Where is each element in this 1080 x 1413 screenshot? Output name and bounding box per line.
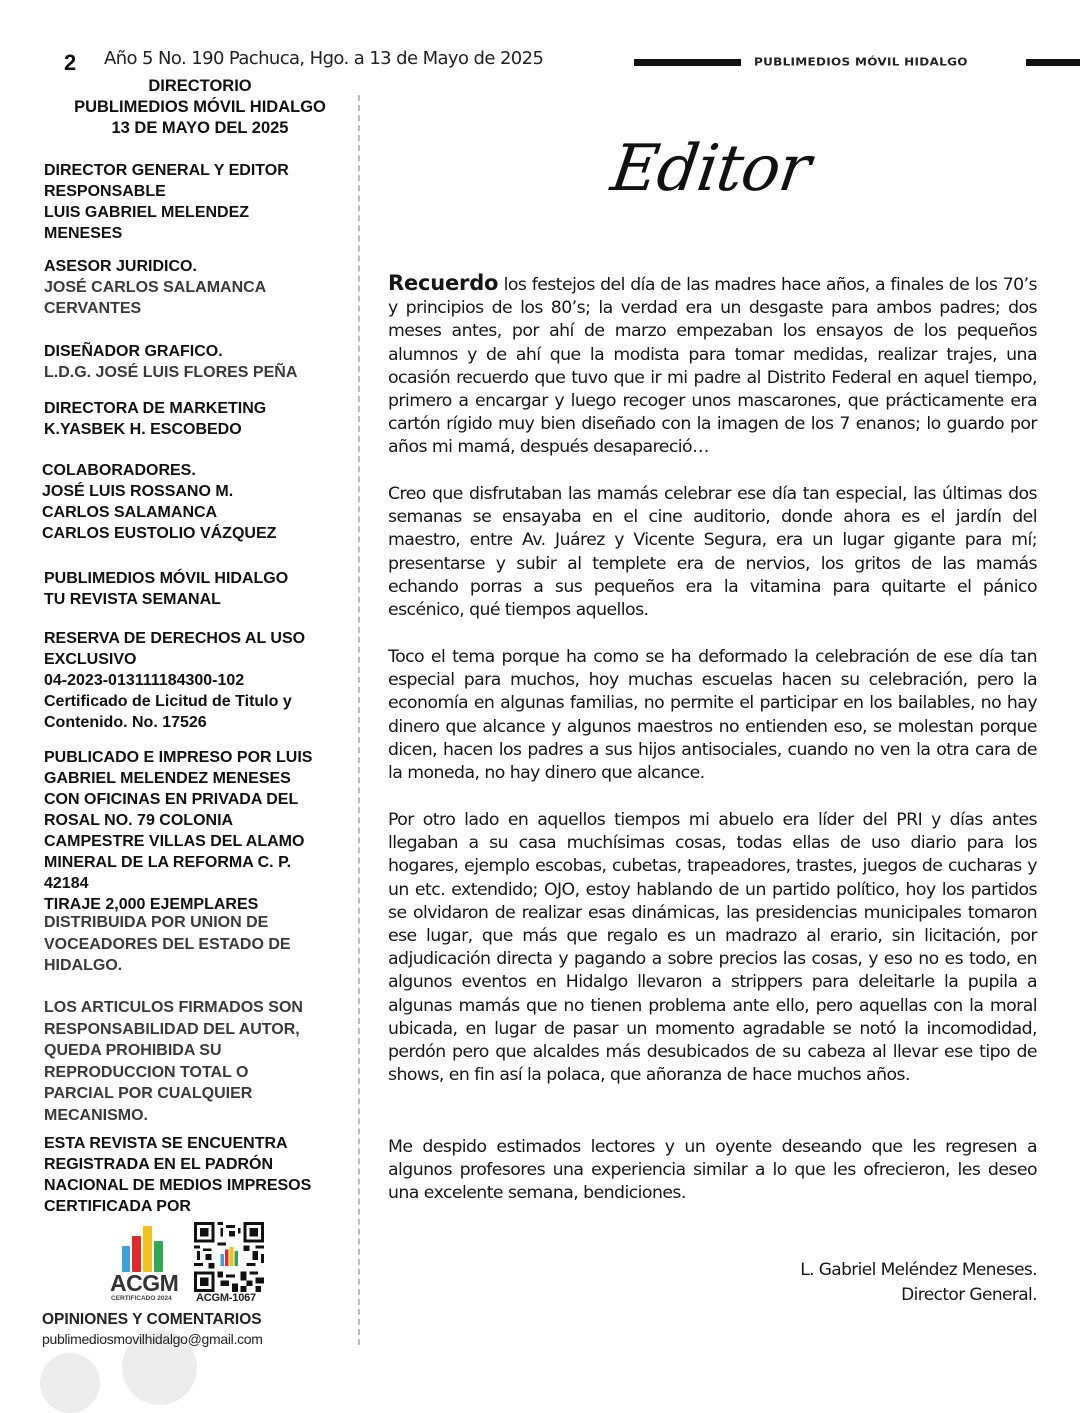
directory-tagline xyxy=(44,568,349,610)
publisher-line: MINERAL DE LA REFORMA C. P. xyxy=(44,854,292,871)
registry-line: REGISTRADA EN EL PADRÓN xyxy=(44,1156,274,1173)
acgm-wordmark: ACGM xyxy=(110,1270,179,1296)
signature-name: L. Gabriel Meléndez Meneses. xyxy=(800,1260,1037,1280)
header-rule-left xyxy=(634,59,741,66)
contact-email-link[interactable]: publimediosmovilhidalgo@gmail.com xyxy=(42,1331,263,1347)
publisher-line: GABRIEL MELENDEZ MENESES xyxy=(44,770,291,787)
qr-bar xyxy=(225,1250,229,1266)
publisher-line: 42184 xyxy=(44,875,89,892)
header-rule-right xyxy=(1026,59,1080,66)
role: DISEÑADOR GRAFICO. xyxy=(44,343,223,360)
person: CERVANTES xyxy=(44,300,142,317)
role: DIRECTOR GENERAL Y EDITOR xyxy=(44,162,289,179)
article-paragraph: Me despido estimados lectores y un oyente deseando que les regresen a algunos profesores una experiencia similar a lo que les ofrecieron, les deseo una excelente semana, bendiciones. xyxy=(388,1137,1037,1204)
decorative-circle xyxy=(40,1353,100,1413)
rights-line: Contenido. No. 17526 xyxy=(44,714,207,731)
page-number: 2 xyxy=(64,50,77,75)
distribution-line: VOCEADORES DEL ESTADO DE xyxy=(44,935,291,953)
issue-line: Año 5 No. 190 Pachuca, Hgo. a 13 de Mayo de 2025 xyxy=(104,48,544,69)
directory-director xyxy=(44,160,349,244)
qr-bar xyxy=(234,1251,238,1266)
logo-bar-blue xyxy=(122,1246,130,1272)
directory-marketing xyxy=(44,398,349,440)
person: K.YASBEK H. ESCOBEDO xyxy=(44,421,242,438)
qr-code-icon[interactable] xyxy=(193,1222,265,1292)
person: MENESES xyxy=(44,225,123,242)
distribution-line: HIDALGO. xyxy=(44,957,123,974)
article-title: Editor xyxy=(606,132,815,206)
directory-date: 13 DE MAYO DEL 2025 xyxy=(111,119,289,137)
lead-word: Recuerdo xyxy=(388,271,499,295)
role: DIRECTORA DE MARKETING xyxy=(44,400,267,417)
directory-heading xyxy=(40,76,360,139)
article-paragraph xyxy=(388,272,1037,460)
directory-collaborators xyxy=(42,460,347,544)
rights-line: EXCLUSIVO xyxy=(44,651,137,668)
rights-line: RESERVA DE DERECHOS AL USO xyxy=(44,630,306,647)
publisher-line: CON OFICINAS EN PRIVADA DEL xyxy=(44,791,299,808)
distribution-line: DISTRIBUIDA POR UNION DE xyxy=(44,914,269,931)
directory-publication: PUBLIMEDIOS MÓVIL HIDALGO xyxy=(74,98,326,116)
directory-registry xyxy=(44,1133,349,1217)
signature xyxy=(800,1258,1037,1308)
directory-distribution xyxy=(44,912,349,977)
publisher-line: ROSAL NO. 79 COLONIA xyxy=(44,812,234,829)
publisher-line: CAMPESTRE VILLAS DEL ALAMO xyxy=(44,833,305,850)
tagline-line: PUBLIMEDIOS MÓVIL HIDALGO xyxy=(44,570,289,587)
disclaimer-line: REPRODUCCION TOTAL O xyxy=(44,1063,249,1081)
acgm-certified-label: CERTIFICADO 2024 xyxy=(111,1295,172,1302)
disclaimer-line: MECANISMO. xyxy=(44,1106,148,1124)
disclaimer-line: RESPONSABILIDAD DEL AUTOR, xyxy=(44,1020,300,1038)
role: COLABORADORES. xyxy=(42,462,196,479)
qr-code-label: ACGM-1067 xyxy=(196,1292,256,1304)
directory-legal xyxy=(44,256,349,319)
logo-bar-yellow xyxy=(143,1226,152,1272)
disclaimer-line: LOS ARTICULOS FIRMADOS SON xyxy=(44,999,303,1016)
disclaimer-line: QUEDA PROHIBIDA SU xyxy=(44,1042,222,1059)
paragraph-text: los festejos del día de las madres hace años, a finales de los 70’s y principios de los 80’s; la verdad era un desgaste para ambos padres; dos meses antes, por ahí de marzo empezaban los ensayos de los pequeños alumnos y de ahí que la modista para tomar medidas, realizar trajes, una ocasión recuerdo que tuvo que ir mi padre al Distrito Federal en aquel tiempo, primero a encargar y luego recoger unos mascarones, que prácticamente era cartón rígido muy bien diseñado con la imagen de los 7 enanos; lo guardo por años mi mamá, después desapareció… xyxy=(388,275,1037,458)
person: CARLOS SALAMANCA xyxy=(42,504,218,521)
person: LUIS GABRIEL MELENDEZ xyxy=(44,204,250,221)
person: JOSÉ LUIS ROSSANO M. xyxy=(42,483,234,500)
rights-line: 04-2023-013111184300-102 xyxy=(44,672,245,689)
directory-disclaimer xyxy=(44,997,349,1126)
directory-title: DIRECTORIO xyxy=(148,77,252,95)
registry-line: NACIONAL DE MEDIOS IMPRESOS xyxy=(44,1177,312,1194)
article-paragraph: Creo que disfrutaban las mamás celebrar ese día tan especial, las últimas dos semanas se ensayaba en el cine auditorio, donde ahora es el jardín del maestro, entre Av. Juárez y Vicente Segura, era un lugar gigante para mí; presentarse y subir al templete era de nervios, los gritos de las mamás echando porras a sus pequeños era la vitamina para quitarte el pánico escénico, qué tiempos aquellos. xyxy=(388,484,1037,621)
column-divider xyxy=(358,95,360,1345)
qr-bar xyxy=(220,1254,224,1266)
brand-wordmark: PUBLIMEDIOS MÓVIL HIDALGO xyxy=(754,55,968,69)
registry-line: CERTIFICADA POR xyxy=(44,1198,191,1215)
disclaimer-line: PARCIAL POR CUALQUIER xyxy=(44,1085,253,1102)
contact-heading: OPINIONES Y COMENTARIOS xyxy=(42,1311,262,1328)
directory-designer xyxy=(44,341,349,383)
tagline-line: TU REVISTA SEMANAL xyxy=(44,591,221,608)
person: CARLOS EUSTOLIO VÁZQUEZ xyxy=(42,525,277,542)
person: L.D.G. JOSÉ LUIS FLORES PEÑA xyxy=(44,364,298,381)
qr-bar xyxy=(230,1247,234,1266)
directory-publisher xyxy=(44,747,349,915)
logo-bar-green xyxy=(154,1241,163,1272)
article-paragraph: Toco el tema porque ha como se ha deformado la celebración de ese día tan especial para muchos, hoy muchas escuelas hacen su celebración, pero la economía en algunas familias, no permite el participar en los bailables, no hay dinero que alcance y algunos maestros no entienden eso, se molestan porque dicen, hacen los padres a sus hijos antisociales, cuando no ven la otra cara de la moneda, no hay dinero que alcance. xyxy=(388,647,1037,784)
signature-role: Director General. xyxy=(901,1285,1037,1305)
logo-bar-red xyxy=(132,1236,141,1272)
article-paragraph: Por otro lado en aquellos tiempos mi abuelo era líder del PRI y días antes llegaban a su casa muchísimas cosas, todas ellas de uso diario para los hogares, ejemplo escobas, cubetas, trapeadores, trastes, juegos de cucharas y un etc. extendido; OJO, estoy hablando de un partido político, hoy los partidos se olvidaron de realizar esas dinámicas, las presidencias municipales tomaron ese lugar, que más que regalo es un madrazo al erario, sin licitación, por adjudicación directa y pagando a sobre precios las cosas, y eso no es todo, en algunos eventos en Hidalgo llevaron a strippers para deleitarle la pupila a algunas mamás que no tienen problema ante ello, pero aquellas con la moral ubicada, en lugar de pasar un momento agradable se notó la incomodidad, perdón pero que alcaldes más desubicados de su cabeza al llevar ese tipo de shows, en fin así la polaca, que añoranza de hace muchos años. xyxy=(388,810,1037,1086)
person: JOSÉ CARLOS SALAMANCA xyxy=(44,279,267,296)
print-run: TIRAJE 2,000 EJEMPLARES xyxy=(44,896,259,913)
rights-line: Certificado de Licitud de Titulo y xyxy=(44,693,292,710)
publisher-line: PUBLICADO E IMPRESO POR LUIS xyxy=(44,749,313,766)
role: ASESOR JURIDICO. xyxy=(44,258,197,275)
registry-line: ESTA REVISTA SE ENCUENTRA xyxy=(44,1135,288,1152)
role: RESPONSABLE xyxy=(44,183,166,200)
directory-rights xyxy=(44,628,349,733)
